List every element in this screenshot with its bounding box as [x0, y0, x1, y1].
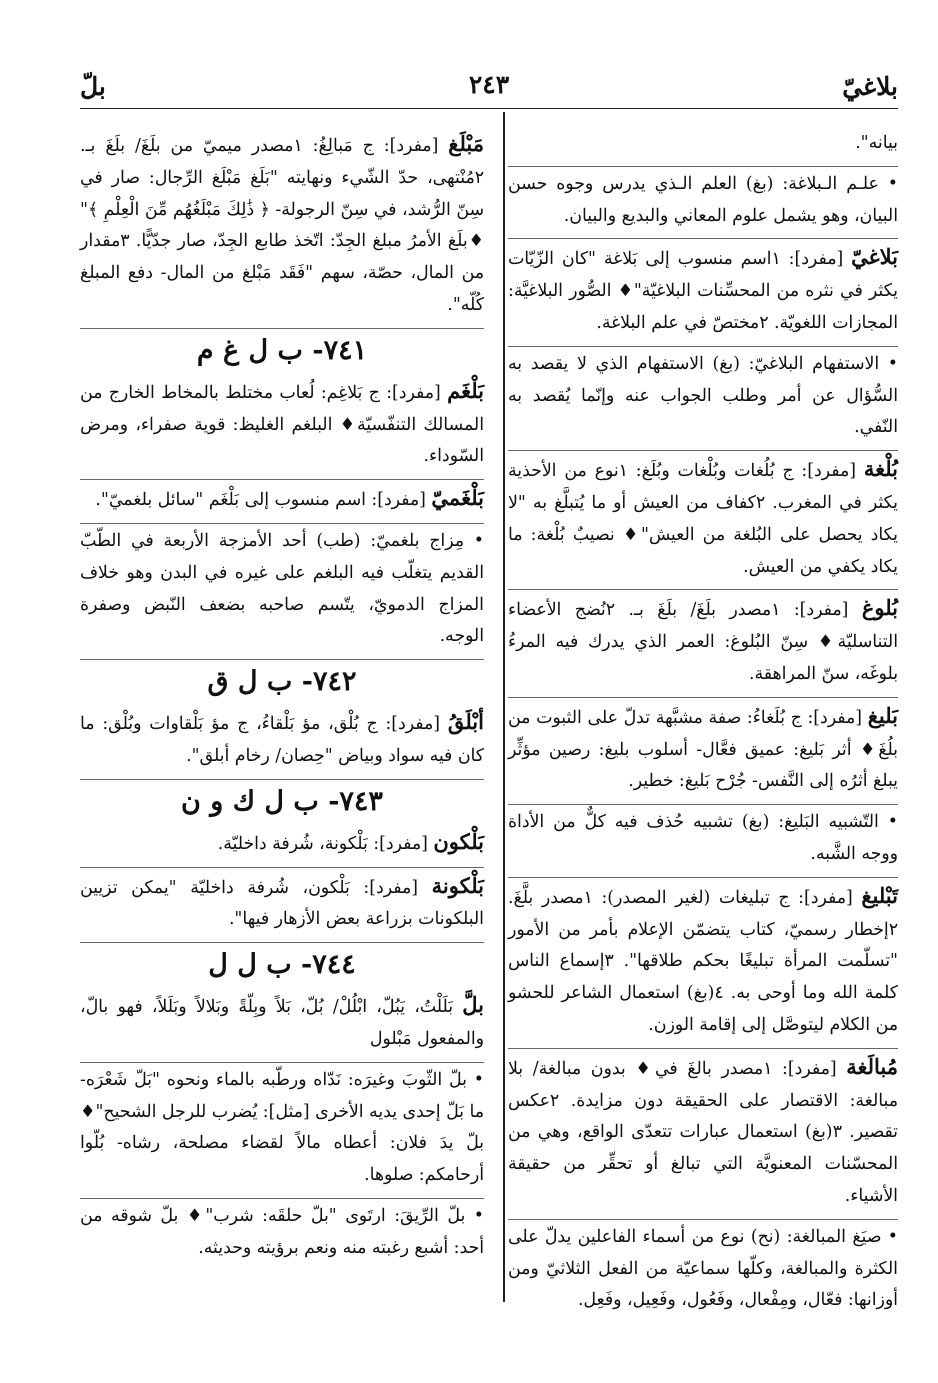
entry-headword: بَلْكونة	[431, 872, 484, 898]
header-guide-word-left: بلّ	[80, 72, 106, 101]
dictionary-entry	[80, 373, 484, 473]
left-column	[80, 128, 484, 1298]
entry-text: [مفرد]: ج مَبالِغُ: ١مصدر ميميّ من بلَغَ/ بلَغَ بـ. ٢مُنْتهى، حدّ الشّيء ونهايته "بَلَغ مَبْلَغ الرِّجال: صار في سِنّ الرُّشد، في سِنّ الرجولة- ﴿ ذَٰلِكَ مَبْلَغُهُم مِّنَ الْعِلْمِ ﴾" ♦بلَغ الأمرُ مبلغ الجِدّ: اتّخذ طابع الجِدّ، صار جدّيًّا. ٣مقدار من المال، حصّة، سهم "فَقَد مَبْلغ من المال- دفع المبلغ كُلّه".	[80, 136, 484, 315]
entry-headword: أبْلَقُ	[447, 709, 484, 735]
dictionary-entry	[508, 166, 898, 233]
dictionary-entry	[508, 697, 898, 798]
entry-headword: مُبالَغة	[846, 1053, 898, 1079]
dictionary-entry	[508, 877, 898, 1042]
root-heading: ٧٤٢- ب ل ق	[80, 659, 484, 704]
entry-text: • مِزاج بلغميّ: (طب) أحد الأمزجة الأربعة في الطّبّ القديم يتغلّب فيه البلغم على غيره في البدن وهو خلاف المزاج الدمويّ، يتّسم صاحبه بضعف النّبض وصفرة الوجه.	[80, 530, 484, 647]
entry-text: [مفرد]: اسم منسوب إلى بَلْغَم "سائل بلغميّ".	[95, 490, 432, 511]
entry-text: • علـم الـبلاغة: (بغ) العلم الـذي يدرس وجوه حسن البيان، وهو يشمل علوم المعاني والبديع والبيان.	[508, 173, 898, 226]
dictionary-entry	[80, 824, 484, 861]
entry-text: [مفرد]: ١مصدر بالغَ في♦ بدون مبالغة/ بلا مبالغة: الاقتصار على الحقيقة دون مزايدة. ٢عكس تقصير. ٣(بغ) استعمال عبارات تتعدّى الواقع، وهي من المحسّنات المعنويَّة التي تبالغ أو تحقِّر من حقيقة الأشياء.	[508, 1058, 898, 1206]
dictionary-entry	[508, 450, 898, 583]
entry-text: [مفرد]: ١مصدر بلَغَ/ بلَغَ بـ. ٢نُضج الأعضاء التناسليّة♦ سِنّ البُلوغ: العمر الذي يدرك فيه المرءُ بلوغَه، سنّ المراهقة.	[508, 600, 898, 684]
dictionary-entry	[80, 987, 484, 1056]
root-heading: ٧٤٣- ب ل ك و ن	[80, 779, 484, 824]
entry-headword: بُلْغة	[863, 456, 898, 482]
dictionary-entry	[508, 804, 898, 871]
entry-headword: بُلوغ	[861, 595, 898, 621]
entry-headword: بَليغ	[867, 702, 898, 728]
dictionary-entry	[508, 346, 898, 444]
entry-text: [مفرد]: بَلْكونة، شُرفة داخليّة.	[217, 833, 434, 854]
entry-text: • صيَغ المبالغة: (نح) نوع من أسماء الفاعلين يدلّ على الكثرة والمبالغة، وكلّها سماعيّة من الفعل الثلاثيّ ومن أوزانها: فعّال، ومِفْعال، وفَعُول، وفَعِيل، وفَعِل.	[508, 1226, 898, 1311]
entry-text: [مفرد]: ١اسم منسوب إلى بَلاغة "كان الزّيّات يكثر في نثره من المحسِّنات البلاغيّة"♦ الصُّور البلاغيَّة: المجازات اللغويّة. ٢مختصّ في علم البلاغة.	[508, 249, 898, 333]
dictionary-entry	[80, 128, 484, 322]
entry-text: • بلّ الرِّيقَ: ارتَوى "بلّ حلقَه: شرب"♦ بلّ شوقه من أحد: أشبع رغبته منه ونعم برؤيته وحديثه.	[80, 1205, 484, 1258]
entry-text: [مفرد]: ج بَلاغِم: لُعاب مختلط بالمخاط الخارج من المسالك التنفّسيّة♦ البلغم الغليظ: قوية صفراء، ومرض السّوداء.	[80, 382, 484, 467]
entry-headword: مَبْلَغ	[448, 131, 484, 156]
page-header	[80, 58, 898, 109]
dictionary-entry	[80, 704, 484, 773]
dictionary-entry	[80, 479, 484, 517]
dictionary-entry	[508, 589, 898, 690]
header-guide-word-right: بلاغيّ	[842, 72, 898, 101]
root-heading: ٧٤٤- ب ل ل	[80, 942, 484, 987]
entry-headword: بَلْغَميّ	[431, 485, 484, 511]
page-number: ٢٤٣	[468, 70, 510, 99]
entry-text: [مفرد]: ج بُلَغاءُ: صفة مشبَّهة تدلّ على الثبوت من بلُغَ♦ أثر بَليغ: عميق فعَّال- أسلوب بليغ: رصين مؤثِّر يبلغ أثرُه إلى النَّفس- جُرْح بَليغ: خطير.	[508, 707, 898, 792]
entry-text: • الاستفهام البلاغيّ: (بغ) الاستفهام الذي لا يقصد به السُّؤال عن أمر وطلب الجواب عنه وإنّما يُقصد به النّفي.	[508, 353, 898, 438]
root-heading: ٧٤١- ب ل غ م	[80, 328, 484, 373]
entry-text: [مفرد]: ج بُلْق، مؤ بَلْقاءُ، ج مؤ بَلْقاوات وبُلْق: ما كان فيه سواد وبياض "حِصان/ رخام أبلق".	[80, 714, 484, 766]
entry-text: • التّشبيه البَليغ: (بغ) تشبيه حُذف فيه كلٌّ من الأداة ووجه الشَّبه.	[508, 812, 898, 864]
entry-headword: بَلْغَم	[447, 377, 484, 403]
dictionary-entry	[508, 1048, 898, 1213]
dictionary-entry	[80, 1062, 484, 1192]
column-divider	[503, 112, 505, 1302]
dictionary-entry	[80, 1198, 484, 1265]
dictionary-entry	[508, 128, 898, 160]
entry-headword: بَلاغيّ	[851, 244, 898, 270]
entry-headword: تَبْليغ	[861, 882, 898, 908]
entry-text: • بلّ الثّوبَ وغيرَه: نَدّاه ورطّبه بالماء ونحوه "بَلّ شَعْرَه- ما بَلّ إحدى يديه الأخرى [مثل]: يُضرب للرجل الشحيح"♦ بلّ يدَ فلان: أعطاه مالاً لقضاء مصلحة، رشاه- بُلّوا أرحامكم: صلوها.	[79, 1069, 484, 1186]
entry-headword: بلَّ	[462, 992, 484, 1018]
entry-text: بَلَلْتُ، يَبُلّ، ابْلُلْ/ بُلّ، بَلاً وبِلّةً وبَلالاً وبَلَلاً، فهو بالّ، والمفعول مَبْلول	[80, 997, 484, 1049]
dictionary-entry	[508, 238, 898, 339]
entry-text: بيانه".	[855, 133, 898, 153]
dictionary-entry	[508, 1219, 898, 1317]
entry-text: [مفرد]: ج تبليغات (لغير المصدر): ١مصدر بلَّغَ. ٢إخطار رسميّ، كتاب يتضمّن الإعلام بأمر من الأمور "تسلّمت المرأة تبليغًا بحكم طلاقها". ٣إسماع الناس كلمة الله وما أوحى به. ٤(بغ) استعمال الشاعر للحشو من الكلام ليتوصَّل إلى إقامة الوزن.	[508, 887, 899, 1035]
dictionary-entry	[80, 523, 484, 653]
dictionary-entry	[80, 867, 484, 937]
right-column	[508, 128, 899, 1311]
entry-text: [مفرد]: بَلْكون، شُرفة داخليّة "يمكن تزيين البلكونات بزراعة بعض الأزهار فيها".	[80, 877, 484, 930]
entry-headword: بَلْكون	[433, 828, 484, 854]
entry-text: [مفرد]: ج بُلُغات وبُلْغات وبُلَغ: ١نوع من الأحذية يكثر في المغرب. ٢كفاف من العيش أو ما يُتبلَّغ به "لا يكاد يحصل على البُلغة من العيش"♦ نصيبٌ بُلْغة: ما يكاد يكفي من العيش.	[508, 461, 898, 577]
